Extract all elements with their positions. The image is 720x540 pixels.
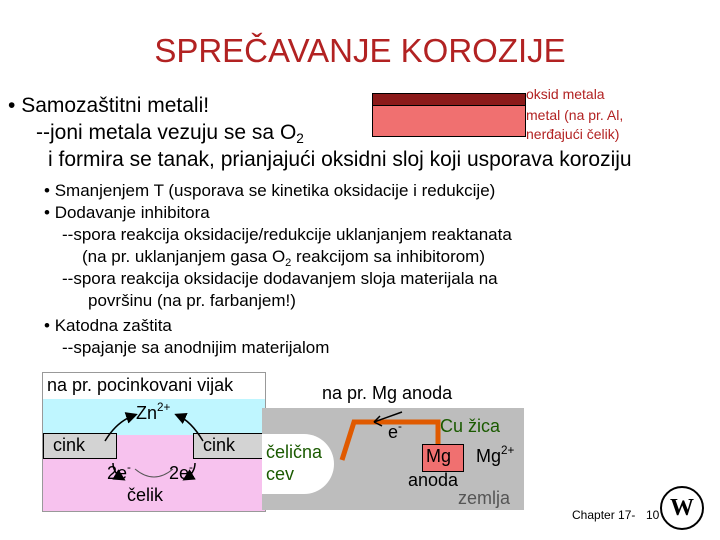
steel-label: čelik [127,485,164,505]
line-ions-text: --joni metala vezuju se sa O [36,121,297,144]
inhibitor-line-c: --spora reakcija oksidacije dodavanjem sloja materijala na [62,269,498,288]
zinc-label-left: cink [53,435,86,455]
sub-bullet-temperature: • Smanjenjem T (usporava se kinetika oksidacije i redukcije) [44,181,496,200]
legend-metal-label: metal (na pr. Al, [526,107,624,123]
figure2-caption: na pr. Mg anoda [322,383,453,403]
o2-subscript-2: 2 [285,257,292,269]
bullet-self-protecting [8,94,209,118]
sub-bullet-temperature-text: Smanjenjem T (usporava se kinetika oksidacije i redukcije) [54,181,496,200]
o2-subscript: 2 [296,131,304,146]
bullet-dot: • [8,94,22,117]
bullet-self-protecting-text: Samozaštitni metali! [21,94,210,117]
sub-bullet-inhibitors: • Dodavanje inhibitora [44,203,210,222]
electron-symbol: e [388,422,399,442]
sub-bullet-inhibitors-text: Dodavanje inhibitora [54,203,210,222]
zinc-ion-label [136,403,170,424]
inhibitor-line-a: --spora reakcija oksidacije/redukcije uklanjanjem reaktanata [62,225,512,244]
legend-metal-example: nerđajući čelik) [526,126,620,142]
electrons-left [107,463,131,484]
electrons-left-charge: - [127,461,131,474]
figure-mg-anode [262,408,550,510]
electrons-left-text: 2e [107,463,128,483]
electrons-right [169,463,193,484]
cathodic-line-a: --spajanje sa anodnijim materijalom [62,338,330,357]
publisher-logo: W [660,486,704,530]
figure-galvanized-screw [42,372,266,512]
copper-wire-label: Cu žica [440,416,501,436]
chapter-label: Chapter 17- [572,508,636,522]
sub-bullet-cathodic-text: Katodna zaštita [54,316,172,335]
inhibitor-line-d: površinu (na pr. farbanjem!) [88,291,296,310]
ground-label: zemlja [458,488,511,508]
line-ions-bind [36,121,304,145]
metal-layer-swatch [372,105,526,137]
zinc-label-right: cink [203,435,236,455]
mg-label: Mg [426,446,452,466]
mg-ion-symbol: Mg [476,446,502,466]
slide-title: SPREČAVANJE KOROZIJE [154,32,566,69]
zinc-ion-symbol: Zn [136,403,158,423]
steel-pipe-label-2: cev [266,464,295,484]
anode-label: anoda [408,470,459,490]
steel-pipe-label: čelična [266,442,323,462]
figure1-caption: na pr. pocinkovani vijak [47,375,234,395]
electron-label [388,422,402,443]
sub-bullet-cathodic: • Katodna zaštita [44,316,172,335]
legend-oxide-label: oksid metala [526,86,605,102]
mg-ion-label [476,446,514,467]
zinc-ion-charge: 2+ [157,401,171,414]
electrons-right-text: 2e [169,463,190,483]
mg-ion-charge: 2+ [501,444,515,457]
electron-charge: - [398,420,402,433]
electrons-right-charge: - [189,461,193,474]
inhibitor-line-b [82,247,485,267]
line-oxide-layer: i formira se tanak, prianjajući oksidni sloj koji usporava koroziju [48,148,632,171]
inhibitor-line-b-pre: (na pr. uklanjanjem gasa O [82,247,286,266]
page-number: 10 [646,508,660,522]
inhibitor-line-b-post: reakcijom sa inhibitorom) [291,247,486,266]
